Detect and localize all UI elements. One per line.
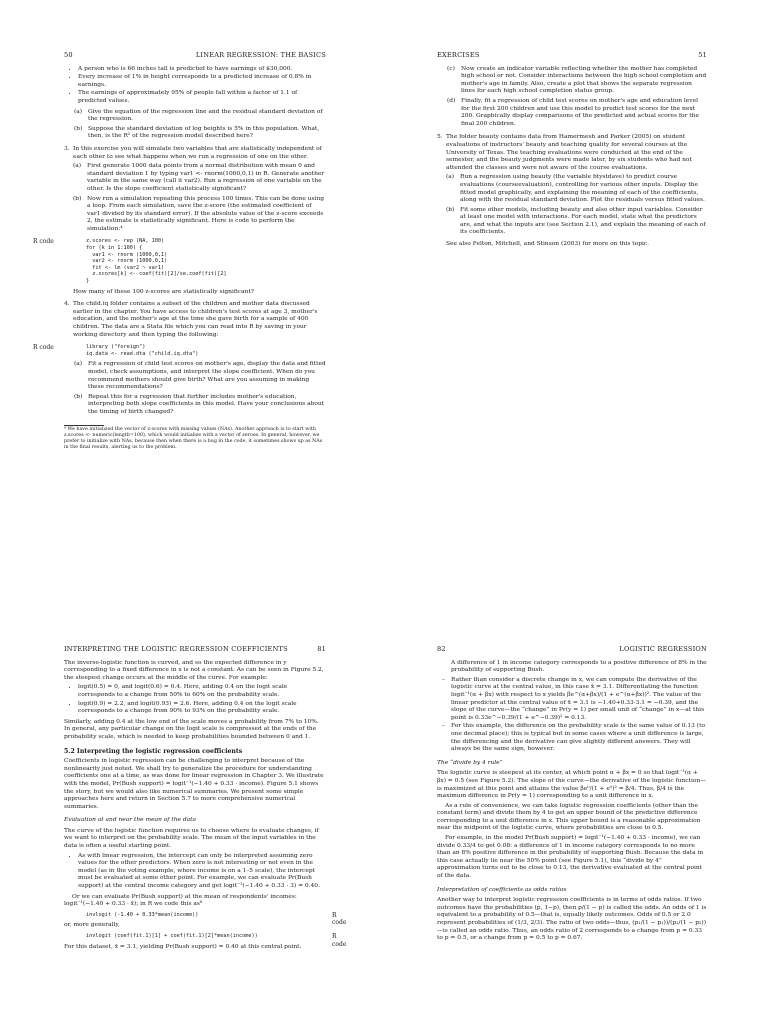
list-item: • The earnings of approximately 95% of people fall within a factor of 1.1 of predicted values. <box>78 90 326 105</box>
subpart-d: (d) Finally, fit a regression of child test scores on mother's age and education level for the first 200 children and use this model to predict test scores for the next 200. Graphically display comparisons of the predicted and actual scores for the final 200 children. <box>447 97 699 127</box>
dash-list <box>437 677 707 754</box>
code-block <box>33 238 326 285</box>
code-text: invlogit (-1.40 + 0.33*mean(income)) <box>86 911 199 918</box>
page-header <box>64 646 326 654</box>
page-header <box>437 646 707 654</box>
paragraph: The inverse-logistic function is curved, and so the expected difference in y corresponding to a fixed difference in x is not a constant. As can be seen in Figure 5.2, the steepest change occurs at the middle of the curve. For example: <box>64 659 324 681</box>
footnote: ⁴ We have initialized the vector of z-scores with missing values (NAs). Another approach is to start with z.scores <- numeric(length=100), which would initialize with a vector of zeroes. In general, however, we prefer to initialize with NAs, because then when there is a bug in the code, it sometimes shows up as NAs in the final results, alerting us to the problem. <box>64 426 323 450</box>
r-code-label: R code <box>33 344 54 352</box>
subpart-b: (b) Suppose the standard deviation of log heights is 5% in this population. What, then, is the R² of the regression model described here? <box>74 125 320 140</box>
code-text: invlogit (coef(fit.1)[1] + coef(fit.1)[2]*mean(income)) <box>86 933 258 939</box>
paragraph: As a rule of convenience, we can take logistic regression coefficients (other than the constant term) and divide them by 4 to get an upper bound of the predictive difference corresponding to a unit difference in x. This upper bound is a reasonable approximation near the midpoint of the logistic curve, where probabilities are close to 0.5. <box>437 802 701 832</box>
paragraph: The logistic curve is steepest at its center, at which point α + βx = 0 so that logit⁻¹(α + βx) = 0.5 (see Figure 5.2). The slope of the curve—the derivative of the logistic function—is maximized at this point and attains the value βe⁰/(1 + e⁰)² = β/4. Thus, β/4 is the maximum difference in Pr(y = 1) corresponding to a unit difference in x. <box>437 770 707 800</box>
running-title: LINEAR REGRESSION: THE BASICS <box>195 51 326 59</box>
paragraph: The curve of the logistic function requires us to choose where to evaluate changes, if we want to interpret on the probability scale. The mean of the input variables in the data is often a useful starting point. <box>64 827 319 850</box>
running-title: EXERCISES <box>437 51 480 59</box>
list-item: • logit(0.9) = 2.2, and logit(0.93) = 2.6. Here, adding 0.4 on the logit scale corresponds to a change from 90% to 93% on the probability scale. <box>78 701 326 716</box>
subsection-heading: Evaluation at and near the mean of the data <box>64 817 197 824</box>
page-51 <box>437 52 707 254</box>
exercise-5: 5. The folder beauty contains data from Hamermesh and Parker (2005) on student evaluations of instructors' beauty and teaching quality for several courses at the University of Texas. The teaching evaluations were conducted at the end of the semester, and the beauty judgments were made later, by six students who had not attended the classes and were not aware of the course evaluations. (a) Run a regression using beauty (the variable btystdave) to predict course evaluations (courseevaluation), controlling for various other inputs. Display the fitted model graphically, and explaining the meaning of each of the coefficients, along with the residual standard deviation. Plot the residuals versus fitted values. (b) Fit some other models, including beauty and also other input variables. Consider at least one model with interactions. For each model, state what the predictors are, and what the inputs are (see Section 2.1), and explain the meaning of each of its coefficients. See also Felton, Mitchell, and Stinson (2003) for more on this topic. <box>437 134 706 248</box>
list-item: – For this example, the difference on the probability scale is the same value of 0.13 (to one decimal place); this is typical but in some cases where a unit difference is large, the differencing and the derivative can give slightly different answers. They will always be the same sign, however. <box>451 723 707 753</box>
paragraph: Or we can evaluate Pr(Bush support) at the mean of respondents' incomes: logit⁻¹(−1.40 + 0.33 · x̄); in R we code this as⁸ <box>64 893 297 908</box>
list-item: • logit(0.5) = 0, and logit(0.6) = 0.4. Here, adding 0.4 on the logit scale corresponds to a change from 50% to 60% on the probability scale. <box>78 684 326 699</box>
paragraph: Another way to interpret logistic regression coefficients is in terms of odds ratios. If two outcomes have the probabilities (p, 1−p), then p/(1 − p) is called the odds. An odds of 1 is equivalent to a probability of 0.5—that is, equally likely outcomes. Odds of 0.5 or 2.0 represent probabilities of (1/3, 2/3). The ratio of two odds—thus, (p₁/(1 − p₁))/(p₂/(1 − p₂))—is called an odds ratio. Thus, an odds ratio of 2 corresponds to a change from p = 0.33 to p = 0.5, or a change from p = 0.5 to p = 0.67. <box>437 897 707 942</box>
paragraph: For this dataset, x̄ = 3.1, yielding Pr(Bush support) = 0.40 at this central point. <box>64 943 302 950</box>
r-code-label: R code <box>332 911 347 927</box>
exercise-4: 4. The child.iq folder contains a subset of the children and mother data discussed earlier in the chapter. You have access to children's test scores at age 3, mother's education, and the mother's age at the time she gave birth for a sample of 400 children. The data are a Stata file which you can read into R by saving in your working directory and then typing the following: <box>64 301 318 338</box>
code-block <box>33 344 326 357</box>
page-number: 50 <box>64 51 73 59</box>
subpart-a: (a) Fit a regression of child test scores on mother's age, display the data and fitted model, check assumptions, and interpret the slope coefficient. When do you recommend mothers should give birth? What are you assuming in making these recommendations? <box>74 361 326 391</box>
subpart-a: (a) Give the equation of the regression line and the residual standard deviation of the regression. <box>74 108 323 123</box>
list-item: – Rather than consider a discrete change in x, we can compute the derivative of the logistic curve at the central value, in this case x̄ = 3.1. Differentiating the function logit⁻¹(α + βx) with respect to x yields βe^(α+βx)/(1 + e^(α+βx))². The value of the linear predictor at the central value of x̄ = 3.1 is −1.40+0.33·3.1 = −0.39, and the slope of the curve—the “change” in Pr(y = 1) per small unit of “change” in x—at this point is 0.33e^−0.39/(1 + e^−0.39)² = 0.13. <box>451 677 707 723</box>
see-also: See also Felton, Mitchell, and Stinson (2003) for more on this topic. <box>446 241 650 248</box>
paragraph: Similarly, adding 0.4 at the low end of the scale moves a probability from 7% to 10%. In general, any particular change on the logit scale is compressed at the ends of the probability scale, which is needed to keep probabilities bounded between 0 and 1. <box>64 718 319 740</box>
subpart-a: (a) Run a regression using beauty (the variable btystdave) to predict course evaluations (courseevaluation), controlling for various other inputs. Display the fitted model graphically, and explaining the meaning of each of the coefficients, along with the residual standard deviation. Plot the residuals versus fitted values. <box>446 174 705 204</box>
subpart-a: (a) First generate 1000 data points from a normal distribution with mean 0 and standard deviation 1 by typing var1 <- rnorm(1000,0,1) in R. Generate another variable in the same way (call it var2). Run a regression of one variable on the other. Is the slope coefficient statistically significant? <box>73 163 325 192</box>
running-title: INTERPRETING THE LOGISTIC REGRESSION COEFFICIENTS <box>64 645 288 653</box>
bullet-list <box>64 684 326 715</box>
r-code-label: R code <box>33 238 54 246</box>
page-number: 51 <box>698 51 707 59</box>
bullet-list <box>64 853 326 891</box>
question: How many of these 100 z-scores are statistically significant? <box>73 288 254 295</box>
paragraph: For example, in the model Pr(Bush support) = logit⁻¹(−1.40 + 0.33 · income), we can divide 0.33/4 to get 0.08: a difference of 1 in income category corresponds to no more than an 8% positive difference in the probability of supporting Bush. Because the data in this case actually lie near the 50% point (see Figure 5.1), this “divide by 4” approximation turns out to be close to 0.13, the derivative evaluated at the central point of the data. <box>437 835 704 880</box>
r-code-label: R code <box>332 933 347 948</box>
subpart-c: (c) Now create an indicator variable reflecting whether the mother has completed high school or not. Consider interactions between the high school completion and mother's age in family. Also, create a plot that shows the separate regression lines for each high school completion status group. <box>447 65 707 95</box>
code-text: z.scores <- rep (NA, 100) for (k in 1:100) { var1 <- rnorm (1000,0,1) var2 <- rnorm (1000,0,1) fit <- lm (var2 ~ var1) z.scores[k] <- coef(fit)[2]/se.coef(fit)[2] } <box>86 238 227 285</box>
running-title: LOGISTIC REGRESSION <box>619 645 707 653</box>
bullet-list <box>64 66 326 106</box>
page-header <box>64 52 326 60</box>
code-text: library ("foreign") iq.data <- read.dta ("child.iq.dta") <box>86 344 199 357</box>
list-item: • As with linear regression, the intercept can only be interpreted assuming zero values for the other predictors. When zero is not interesting or not even in the model (as in the voting example, where income is on a 1–5 scale), the intercept must be evaluated at some other point. For example, we can evaluate Pr(Bush support) at the central income category and get logit⁻¹(−1.40 + 0.33 · 3) = 0.40. <box>78 853 326 891</box>
page-header <box>437 52 707 60</box>
subpart-b: (b) Repeat this for a regression that further includes mother's education, interpreting both slope coefficients in this model. Have your conclusions about the timing of birth changed? <box>74 393 325 415</box>
list-item: • Every increase of 1% in height corresponds to a predicted increase of 0.8% in earnings. <box>78 74 326 89</box>
subsection-heading: Interpretation of coefficients as odds ratios <box>437 886 567 893</box>
page-number: 81 <box>317 645 326 653</box>
paragraph: A difference of 1 in income category corresponds to a positive difference of 8% in the probability of supporting Bush. <box>451 659 707 674</box>
section-heading: 5.2 Interpreting the logistic regression coefficients <box>64 747 243 755</box>
page-81 <box>64 645 347 953</box>
paragraph: Coefficients in logistic regression can be challenging to interpret because of the nonlinearity just noted. We shall try to generalize the procedure for understanding coefficients one at a time, as was done for linear regression in Chapter 3. We illustrate with the model, Pr(Bush support) = logit⁻¹(−1.40 + 0.33 · income). Figure 5.1 shows the story, but we would also like numerical summaries. We present some simple approaches here and return in Section 5.7 to more comprehensive numerical summaries. <box>64 758 324 810</box>
list-item: • A person who is 66 inches tall is predicted to have earnings of $30,000. <box>78 66 326 74</box>
subpart-b: (b) Now run a simulation repeating this process 100 times. This can be done using a loop. From each simulation, save the z-score (the estimated coefficient of var1 divided by its standard error). If the absolute value of the z-score exceeds 2, the estimate is statistically significant. Here is code to perform the simulation:⁴ <box>73 195 325 232</box>
paragraph: or, more generally, <box>64 922 120 929</box>
subpart-b: (b) Fit some other models, including beauty and also other input variables. Consider at least one model with interactions. For each model, state what the predictors are, and what the inputs are (see Section 2.1), and explain the meaning of each of its coefficients. <box>446 206 706 236</box>
page-number: 82 <box>437 645 446 653</box>
subsection-heading: The “divide by 4 rule” <box>437 759 503 766</box>
page-82 <box>437 646 707 945</box>
page-50 <box>33 51 326 453</box>
exercise-3: 3. In this exercise you will simulate two variables that are statistically independent of each other to see what happens when we run a regression of one on the other. (a) First generate 1000 data points from a normal distribution with mean 0 and standard deviation 1 by typing var1 <- rnorm(1000,0,1) in R. Generate another variable in the same way (call it var2). Run a regression of one variable on the other. Is the slope coefficient statistically significant? (b) Now run a simulation repeating this process 100 times. This can be done using a loop. From each simulation, save the z-score (the estimated coefficient of var1 divided by its standard error). If the absolute value of the z-score exceeds 2, the estimate is statistically significant. Here is code to perform the simulation:⁴ <box>64 145 325 232</box>
